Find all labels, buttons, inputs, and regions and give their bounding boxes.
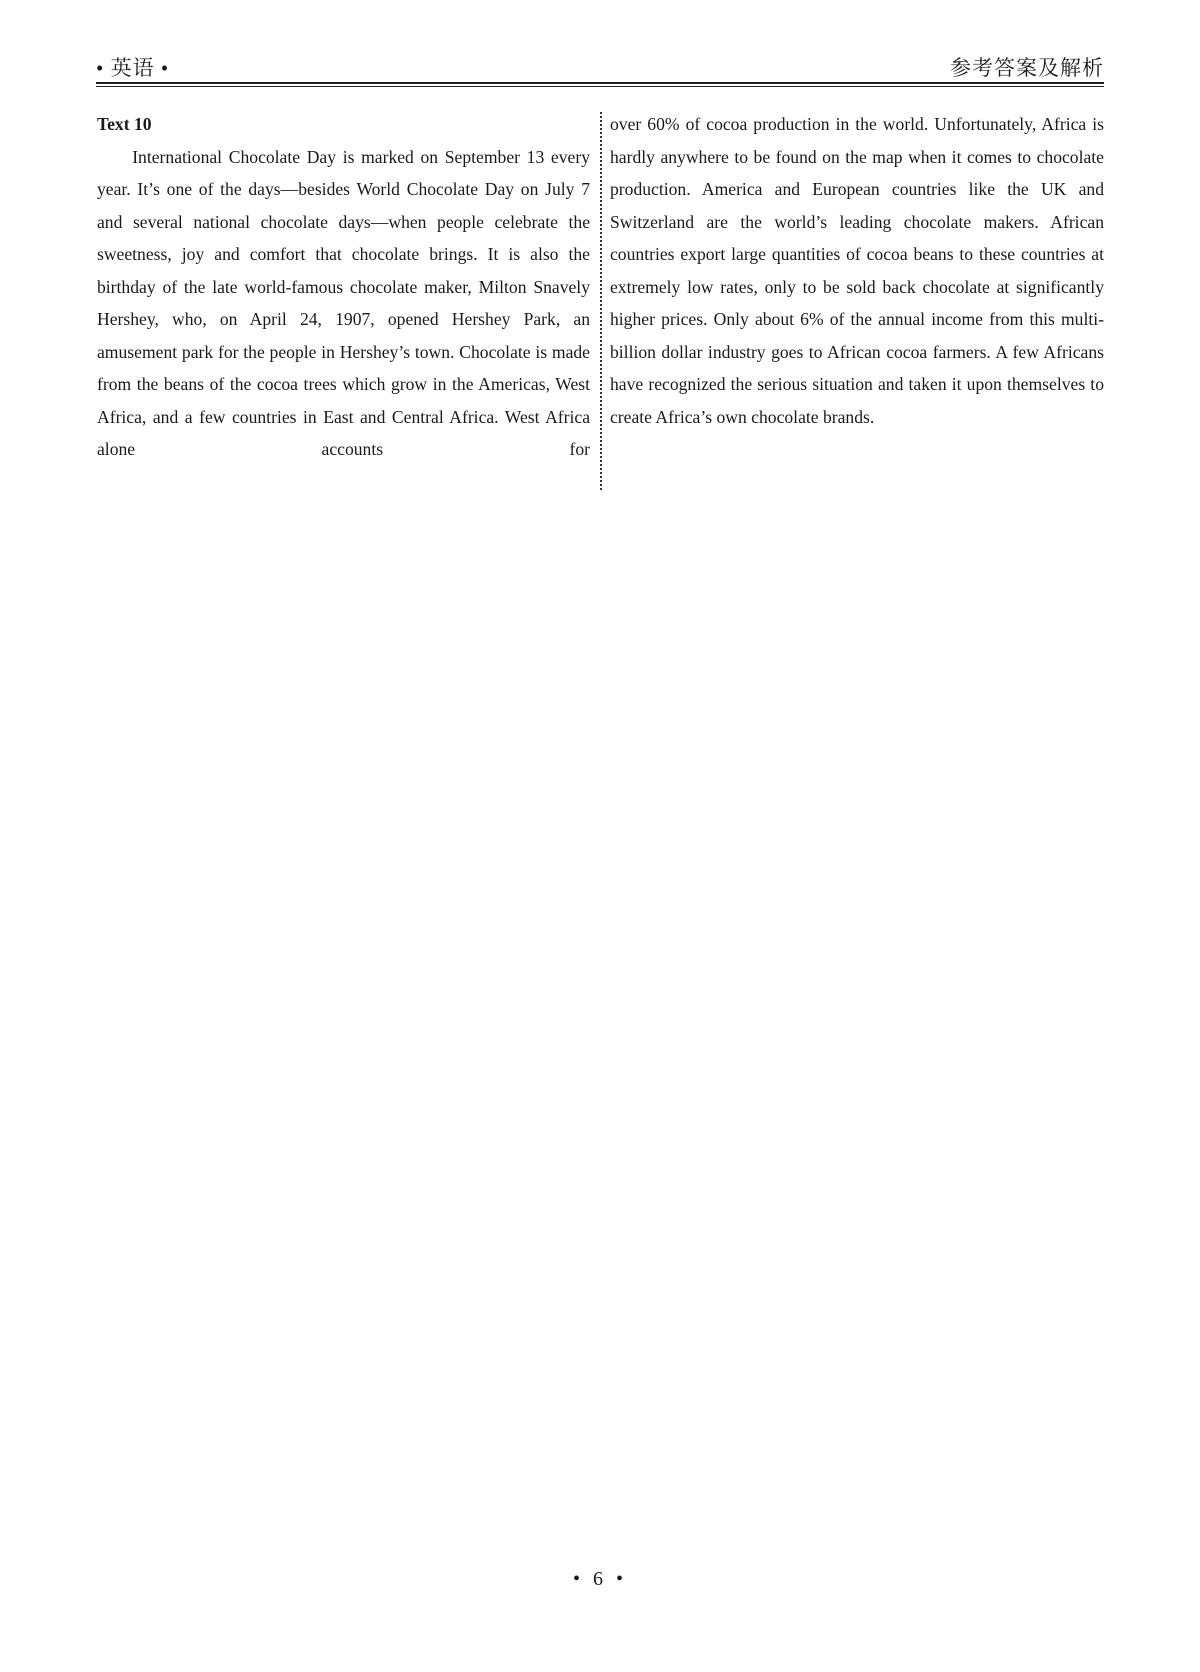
right-column-text: over 60% of cocoa production in the world. Unfortunately, Africa is hardly anywhere to be found on the map when it comes to chocolate production. America and European countries like the UK and Switzerland are the world’s leading chocolate makers. African countries export large quantities of cocoa beans to these countries at extremely low rates, only to be sold back chocolate at significantly higher prices. Only about 6% of the annual income from this multi-billion dollar industry goes to African cocoa farmers. A few Africans have recognized the serious situation and taken it upon themselves to create Africa’s own chocolate brands. (610, 114, 1104, 427)
right-column (610, 108, 1104, 433)
section-label: 参考答案及解析 (950, 56, 1104, 80)
header-rule-thin (96, 86, 1104, 87)
subject-label: • 英语 • (96, 56, 170, 80)
page-header (96, 52, 1104, 84)
header-rule (96, 82, 1104, 84)
text-title: Text 10 (97, 114, 152, 134)
left-column-text: International Chocolate Day is marked on September 13 every year. It’s one of the days—besides World Chocolate Day on July 7 and several national chocolate days—when people celebrate the sweetness, joy and comfort that chocolate brings. It is also the birthday of the late world-famous chocolate maker, Milton Snavely Hershey, who, on April 24, 1907, opened Hershey Park, an amusement park for the people in Hershey’s town. Chocolate is made from the beans of the cocoa trees which grow in the Americas, West Africa, and a few countries in East and Central Africa. West Africa alone accounts for (97, 146, 590, 459)
page-number: • 6 • (572, 1568, 627, 1590)
left-column (97, 108, 590, 466)
column-divider (600, 112, 602, 490)
